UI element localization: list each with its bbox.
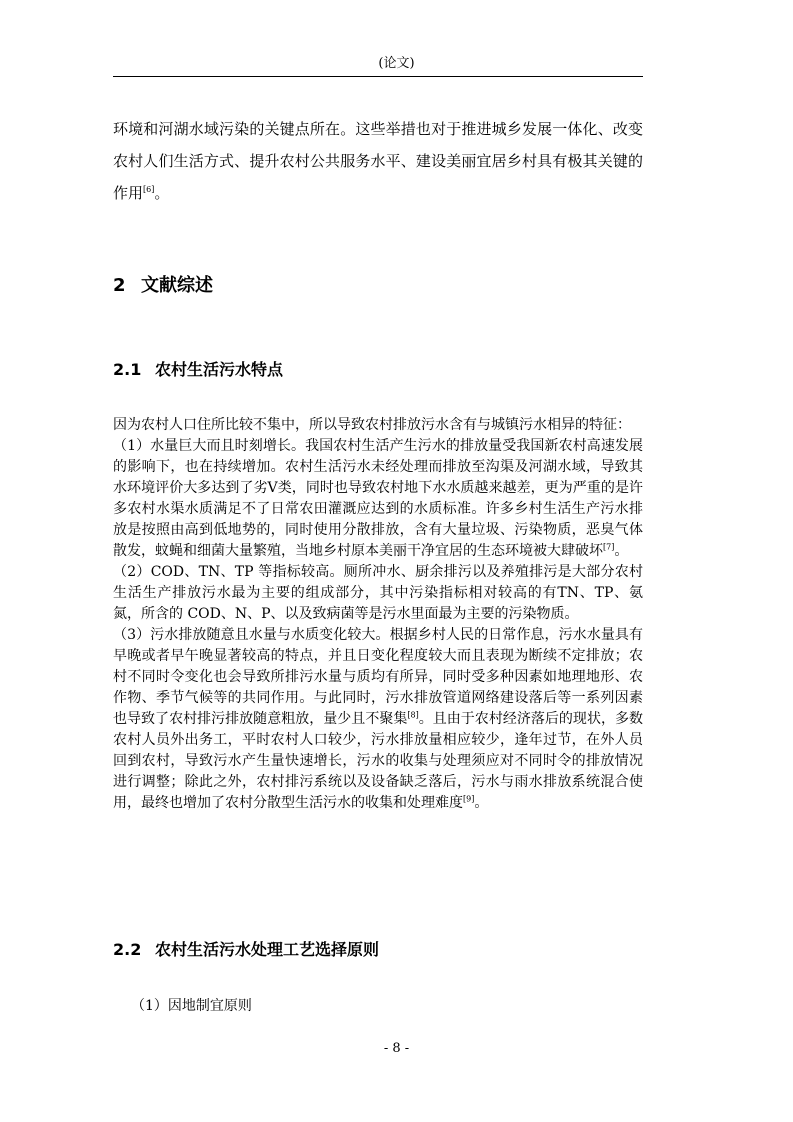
citation-ref: [6] (143, 185, 155, 194)
intro-paragraph (113, 113, 643, 209)
list-item: （1）因地制宜原则 (131, 998, 252, 1014)
citation-ref: [8] (407, 710, 419, 720)
intro-text: 环境和河湖水域污染的关键点所在。这些举措也对于推进城乡发展一体化、改变农村人们生活方式、提升农村公共服务水平、建设美丽宜居乡村具有极其关键的作用 (113, 120, 643, 202)
subsection-heading-2-2 (113, 939, 379, 961)
paragraph-2: （2）COD、TN、TP 等指标较高。厕所冲水、厨余排污以及养殖排污是大部分农村生活生产排放污水最为主要的组成部分，其中污染指标相对较高的有TN、TP、氨氮，所含的 COD、N、P、以及致病菌等是污水里面最为主要的污染物质。 (113, 564, 643, 622)
lead-paragraph: 因为农村人口住所比较不集中，所以导致农村排放污水含有与城镇污水相异的特征： (113, 417, 631, 433)
header-divider (113, 76, 643, 77)
subsection-heading-2-1 (113, 359, 283, 381)
subsection-number: 2.2 (113, 940, 142, 959)
running-header: (论文) (378, 56, 415, 71)
intro-end: 。 (154, 184, 170, 202)
citation-ref: [9] (463, 794, 475, 804)
subsection-title: 农村生活污水特点 (155, 360, 284, 379)
page-number: - 8 - (383, 1041, 410, 1056)
paragraph-1: （1）水量巨大而且时刻增长。我国农村生活产生污水的排放量受我国新农村高速发展的影响下，也在持续增加。农村生活污水未经处理而排放至沟渠及河湖水域，导致其水环境评价大多达到了劣V类，同时也导致农村地下水水质越来越差，更为严重的是许多农村水渠水质满足不了日常农田灌溉应达到的水质标准。许多乡村生活生产污水排放是按照由高到低地势的，同时使用分散排放，含有大量垃圾、污染物质，恶臭气体散发，蚊蝇和细菌大量繁殖，当地乡村原本美丽干净宜居的生态环境被大肆破坏[7]。 (113, 438, 643, 559)
subsection-title: 农村生活污水处理工艺选择原则 (155, 940, 380, 959)
paragraph-3: （3）污水排放随意且水量与水质变化较大。根据乡村人民的日常作息，污水水量具有早晚或者早午晚显著较高的特点，并且日变化程度较大而且表现为断续不定排放；农村不同时令变化也会导致所排污水量与质均有所异，同时受多种因素如地理地形、农作物、季节气候等的共同作用。与此同时，污水排放管道网络建设落后等一系列因素也导致了农村排污排放随意粗放，量少且不聚集[8]。且由于农村经济落后的现状，多数农村人员外出务工，平时农村人口较少，污水排放量相应较少，逢年过节，在外人员回到农村，导致污水产生量快速增长，污水的收集与处理须应对不同时令的排放情况进行调整；除此之外，农村排污系统以及设备缺乏落后，污水与雨水排放系统混合使用，最终也增加了农村分散型生活污水的收集和处理难度[9]。 (113, 627, 644, 811)
section-number: 2 (113, 275, 126, 296)
citation-ref: [7] (603, 542, 615, 552)
section-heading-2 (113, 274, 213, 298)
subsection-number: 2.1 (113, 360, 142, 379)
body-text (113, 415, 643, 814)
section-title: 文献综述 (141, 275, 213, 296)
